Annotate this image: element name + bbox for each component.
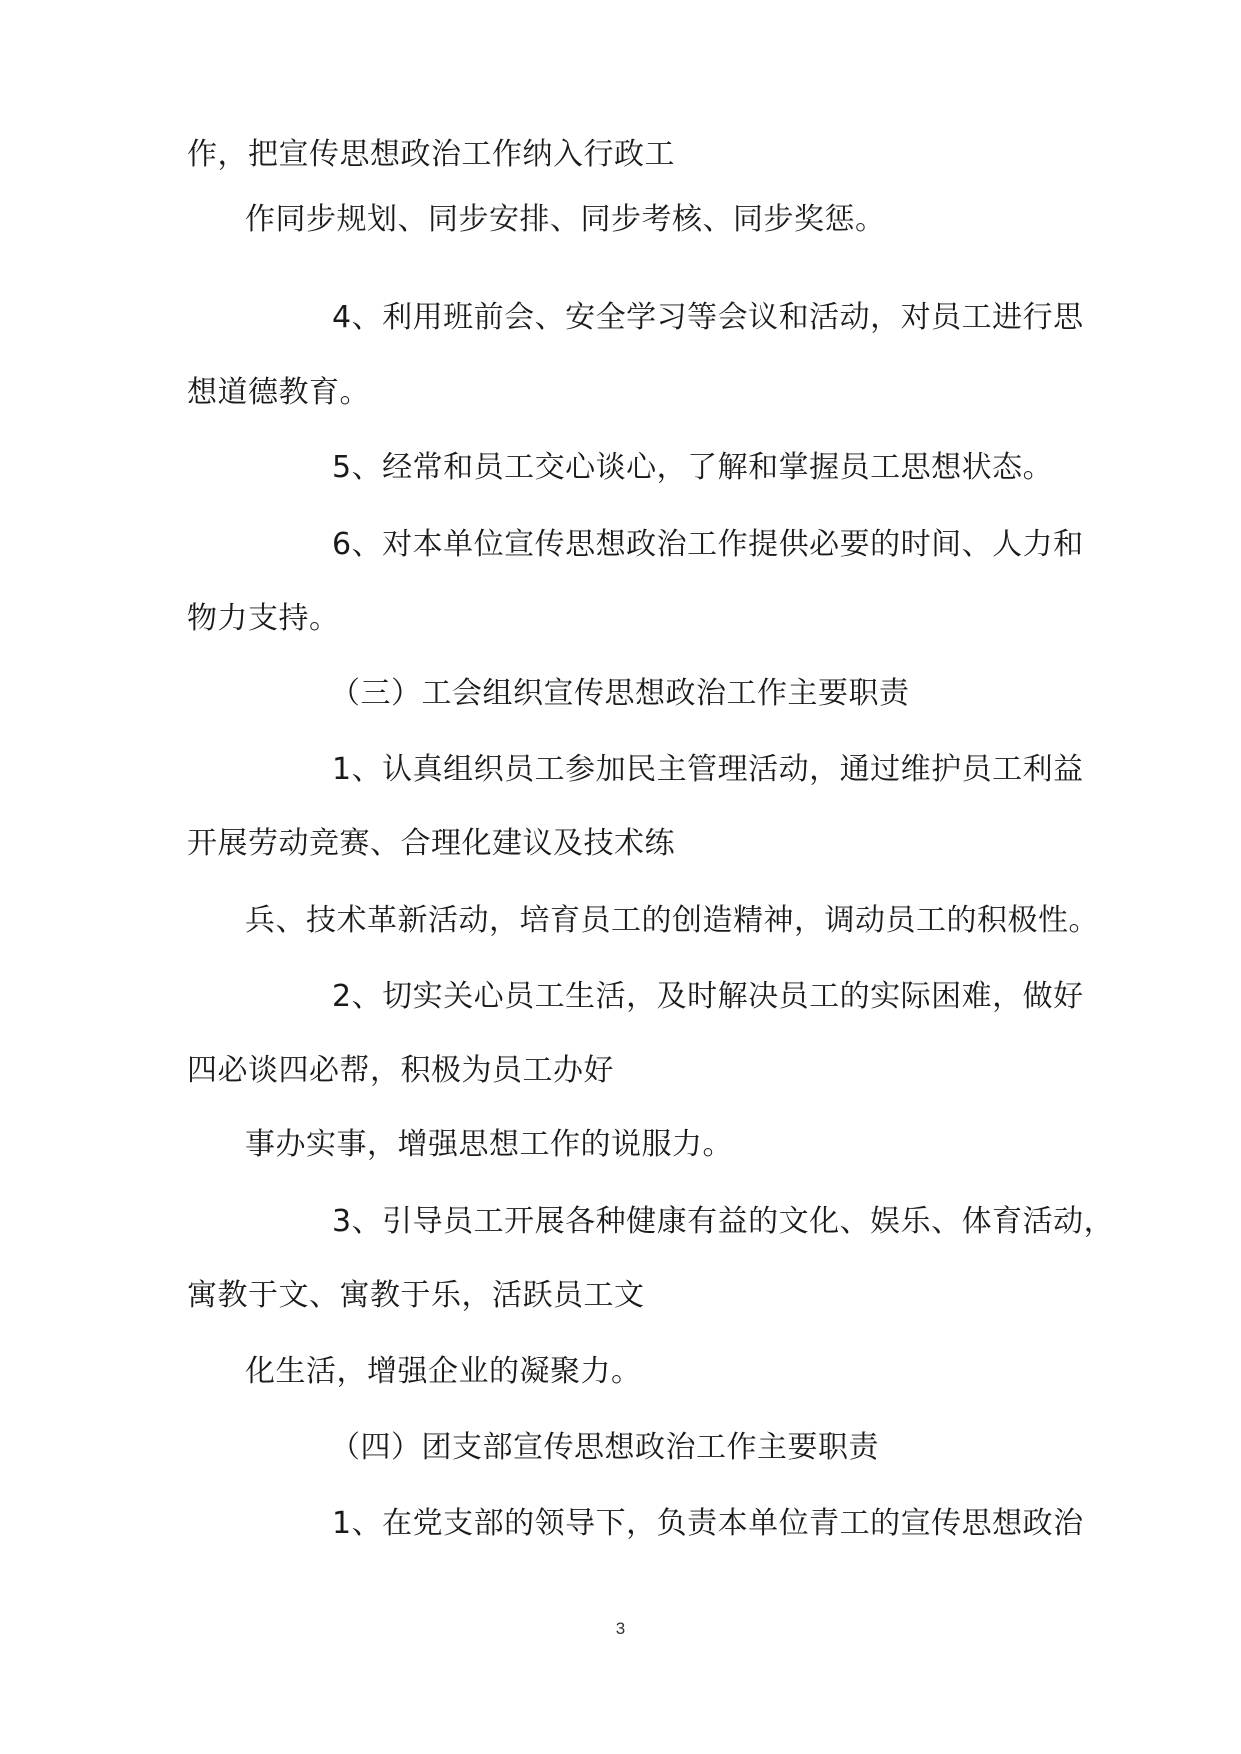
page-number: 3 bbox=[615, 1619, 626, 1638]
text-line: 2、切实关心员工生活，及时解决员工的实际困难，做好 bbox=[332, 979, 1084, 1014]
text-line: 1、在党支部的领导下，负责本单位青工的宣传思想政治 bbox=[332, 1506, 1084, 1541]
text-line: 6、对本单位宣传思想政治工作提供必要的时间、人力和 bbox=[332, 527, 1084, 562]
text-line: 4、利用班前会、安全学习等会议和活动，对员工进行思 bbox=[332, 300, 1084, 335]
section-heading: （四）团支部宣传思想政治工作主要职责 bbox=[330, 1430, 879, 1465]
text-line: 物力支持。 bbox=[187, 601, 340, 636]
section-heading: （三）工会组织宣传思想政治工作主要职责 bbox=[330, 676, 910, 711]
text-line: 5、经常和员工交心谈心，了解和掌握员工思想状态。 bbox=[332, 450, 1054, 485]
text-line: 寓教于文、寓教于乐，活跃员工文 bbox=[187, 1278, 645, 1313]
text-line: 3、引导员工开展各种健康有益的文化、娱乐、体育活动， bbox=[332, 1204, 1115, 1239]
text-line: 兵、技术革新活动，培育员工的创造精神，调动员工的积极性。 bbox=[245, 903, 1099, 938]
text-line: 想道德教育。 bbox=[187, 375, 370, 410]
text-line: 事办实事，增强思想工作的说服力。 bbox=[245, 1127, 733, 1162]
text-line: 化生活，增强企业的凝聚力。 bbox=[245, 1354, 642, 1389]
text-line: 四必谈四必帮，积极为员工办好 bbox=[187, 1053, 614, 1088]
text-line: 作同步规划、同步安排、同步考核、同步奖惩。 bbox=[245, 202, 886, 237]
text-line: 开展劳动竞赛、合理化建议及技术练 bbox=[187, 826, 675, 861]
text-line: 作，把宣传思想政治工作纳入行政工 bbox=[187, 137, 675, 172]
text-line: 1、认真组织员工参加民主管理活动，通过维护员工利益 bbox=[332, 752, 1084, 787]
